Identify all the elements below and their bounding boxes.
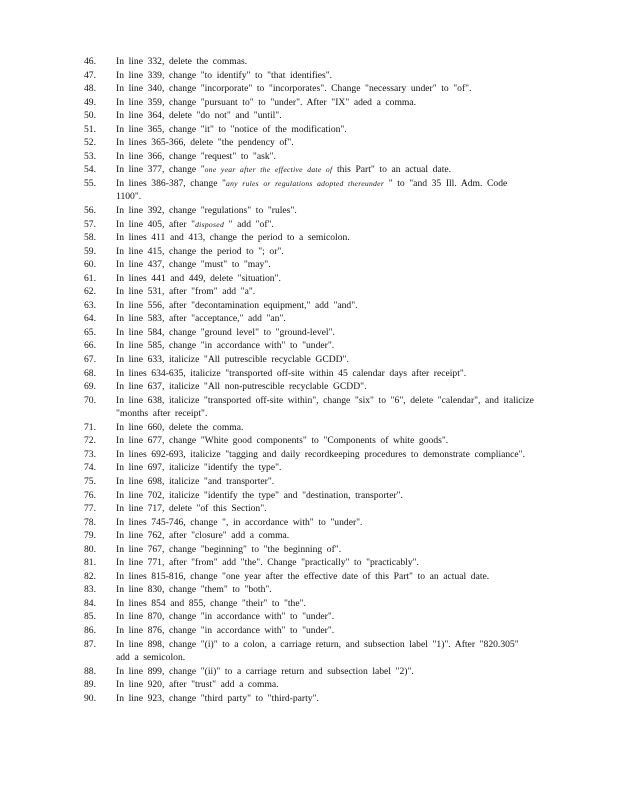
item-number: 58. <box>84 232 96 244</box>
item-text <box>116 163 536 177</box>
item-text: In lines 365-366, delete "the pendency of". <box>116 137 294 149</box>
item-text: In lines 411 and 413, change the period to a semicolon. <box>116 232 350 244</box>
item-text: In line 870, change "in accordance with" to "under". <box>116 611 335 623</box>
list-item <box>84 516 536 530</box>
list-item <box>84 475 536 489</box>
item-text <box>116 177 536 204</box>
item-number: 90. <box>84 692 96 704</box>
list-item <box>84 570 536 584</box>
list-item <box>84 285 536 299</box>
item-text <box>116 218 536 232</box>
item-number: 63. <box>84 299 96 311</box>
item-number: 77. <box>84 503 96 515</box>
item-number: 52. <box>84 137 96 149</box>
item-text: In line 767, change "beginning" to "the beginning of". <box>116 543 342 555</box>
item-text: In line 677, change "White good components" to "Components of white goods". <box>116 435 449 447</box>
item-number: 61. <box>84 272 96 284</box>
list-item <box>84 204 536 218</box>
item-text: In line 359, change "pursuant to" to "under". After "IX" aded a comma. <box>116 96 417 108</box>
item-text: In line 583, after "acceptance," add "an". <box>116 313 286 325</box>
item-number: 79. <box>84 530 96 542</box>
list-item <box>84 69 536 83</box>
item-text: In line 702, italicize "identify the type" and "destination, transporter". <box>116 489 403 501</box>
item-text: In line 920, after "trust" add a comma. <box>116 679 279 691</box>
item-text-italic: one year after the effective date of <box>204 165 333 175</box>
list-item <box>84 136 536 150</box>
item-text: In lines 854 and 855, change "their" to "the". <box>116 597 306 609</box>
item-text: In line 762, after "closure" add a comma. <box>116 530 290 542</box>
item-text: In line 365, change "it" to "notice of the modification". <box>116 123 347 135</box>
item-number: 75. <box>84 475 96 487</box>
list-item <box>84 245 536 259</box>
list-item <box>84 556 536 570</box>
item-number: 70. <box>84 394 96 406</box>
item-number: 67. <box>84 354 96 366</box>
item-text: In line 698, italicize "and transporter". <box>116 475 275 487</box>
list-item <box>84 82 536 96</box>
item-number: 47. <box>84 69 96 81</box>
item-number: 87. <box>84 638 96 650</box>
list-item <box>84 543 536 557</box>
item-number: 62. <box>84 286 96 298</box>
item-text: In line 340, change "incorporate" to "incorporates". Change "necessary under" to "of". <box>116 83 472 95</box>
item-text-pre: In line 377, change " <box>116 164 205 176</box>
item-number: 82. <box>84 570 96 582</box>
item-number: 84. <box>84 597 96 609</box>
item-number: 83. <box>84 584 96 596</box>
item-text: In line 531, after "from" add "a". <box>116 286 256 298</box>
list-item <box>84 529 536 543</box>
item-text: In line 898, change "(i)" to a colon, a carriage return, and subsection label "1)". After "820.305" add a semicolon. <box>116 638 519 664</box>
list-item <box>84 489 536 503</box>
list-item <box>84 326 536 340</box>
item-text: In lines 634-635, italicize "transported off-site within 45 calendar days after receipt". <box>116 367 467 379</box>
list-item <box>84 218 536 232</box>
item-text: In line 415, change the period to "; or". <box>116 245 284 257</box>
list-item <box>84 312 536 326</box>
item-number: 86. <box>84 624 96 636</box>
list-item <box>84 502 536 516</box>
list-item <box>84 272 536 286</box>
item-number: 85. <box>84 611 96 623</box>
item-number: 46. <box>84 56 96 67</box>
item-text: In line 899, change "(ii)" to a carriage return and subsection label "2)". <box>116 665 414 677</box>
item-text: In line 366, change "request" to "ask". <box>116 150 276 162</box>
item-number: 49. <box>84 96 96 108</box>
item-number: 81. <box>84 557 96 569</box>
item-number: 64. <box>84 313 96 325</box>
item-number: 74. <box>84 462 96 474</box>
item-number: 66. <box>84 340 96 352</box>
item-text-italic: any rules or regulations adopted thereunder <box>225 178 385 188</box>
item-text: In line 392, change "regulations" to "rules". <box>116 205 297 217</box>
list-item <box>84 421 536 435</box>
item-text-post: " to "and 35 Ill. Adm. Code 1100". <box>116 177 508 203</box>
item-text: In lines 815-816, change "one year after the effective date of this Part" to an actual date. <box>116 570 490 582</box>
item-text: In lines 441 and 449, delete "situation". <box>116 272 281 284</box>
list-item <box>84 610 536 624</box>
list-item <box>84 123 536 137</box>
item-text: In line 771, after "from" add "the". Change "practically" to "practicably". <box>116 557 419 569</box>
item-text: In line 633, italicize "All putrescible recyclable GCDD". <box>116 354 349 366</box>
list-item <box>84 461 536 475</box>
item-text: In line 364, delete "do not" and "until". <box>116 110 282 122</box>
item-text: In line 437, change "must" to "may". <box>116 259 271 271</box>
list-item <box>84 109 536 123</box>
amendment-list <box>84 55 536 705</box>
item-text-post: " add "of". <box>224 218 274 230</box>
item-text: In lines 745-746, change ", in accordance with" to "under". <box>116 516 363 528</box>
item-text: In line 556, after "decontamination equipment," add "and". <box>116 299 358 311</box>
item-text: In line 339, change "to identify" to "that identifies". <box>116 69 333 81</box>
item-number: 72. <box>84 435 96 447</box>
list-item <box>84 624 536 638</box>
item-number: 48. <box>84 83 96 95</box>
item-text: In line 638, italicize "transported off-site within", change "six" to "6", delete "calendar", and italicize "months after receipt". <box>116 394 534 420</box>
item-text: In line 717, delete "of this Section". <box>116 503 267 515</box>
item-number: 59. <box>84 245 96 257</box>
item-number: 55. <box>84 177 96 189</box>
item-text: In line 332, delete the commas. <box>116 56 248 67</box>
list-item <box>84 367 536 381</box>
list-item <box>84 434 536 448</box>
item-number: 78. <box>84 516 96 528</box>
item-number: 60. <box>84 259 96 271</box>
item-text: In line 923, change "third party" to "third-party". <box>116 692 319 704</box>
list-item <box>84 692 536 706</box>
list-item <box>84 394 536 421</box>
item-text-post: this Part" to an actual date. <box>332 164 452 176</box>
item-number: 54. <box>84 164 96 176</box>
list-item <box>84 150 536 164</box>
list-item <box>84 597 536 611</box>
item-text: In line 637, italicize "All non-putrescible recyclable GCDD". <box>116 381 367 393</box>
item-number: 71. <box>84 421 96 433</box>
list-item <box>84 583 536 597</box>
list-item <box>84 353 536 367</box>
item-text: In line 585, change "in accordance with" to "under". <box>116 340 335 352</box>
item-number: 76. <box>84 489 96 501</box>
list-item <box>84 339 536 353</box>
list-item <box>84 380 536 394</box>
item-number: 89. <box>84 679 96 691</box>
item-text: In line 876, change "in accordance with" to "under". <box>116 624 335 636</box>
list-item <box>84 163 536 177</box>
list-item <box>84 678 536 692</box>
item-text: In line 584, change "ground level" to "ground-level". <box>116 326 335 338</box>
item-text: In line 830, change "them" to "both". <box>116 584 272 596</box>
item-text: In lines 692-693, italicize "tagging and daily recordkeeping procedures to demonstrate compliance". <box>116 448 525 460</box>
item-text: In line 697, italicize "identify the type". <box>116 462 282 474</box>
item-number: 57. <box>84 218 96 230</box>
list-item <box>84 258 536 272</box>
item-number: 80. <box>84 543 96 555</box>
list-item <box>84 665 536 679</box>
item-text-italic: disposed <box>195 219 225 229</box>
item-number: 68. <box>84 367 96 379</box>
item-number: 50. <box>84 110 96 122</box>
item-number: 88. <box>84 665 96 677</box>
item-text: In line 660, delete the comma. <box>116 421 244 433</box>
item-number: 73. <box>84 448 96 460</box>
list-item <box>84 638 536 665</box>
list-item <box>84 55 536 69</box>
list-item <box>84 299 536 313</box>
item-number: 53. <box>84 150 96 162</box>
list-item <box>84 177 536 204</box>
list-item <box>84 96 536 110</box>
item-text-pre: In line 405, after " <box>116 218 196 230</box>
item-number: 51. <box>84 123 96 135</box>
item-number: 69. <box>84 381 96 393</box>
list-item <box>84 448 536 462</box>
item-number: 56. <box>84 205 96 217</box>
item-text-pre: In lines 386-387, change " <box>116 177 226 189</box>
list-item <box>84 231 536 245</box>
item-number: 65. <box>84 326 96 338</box>
